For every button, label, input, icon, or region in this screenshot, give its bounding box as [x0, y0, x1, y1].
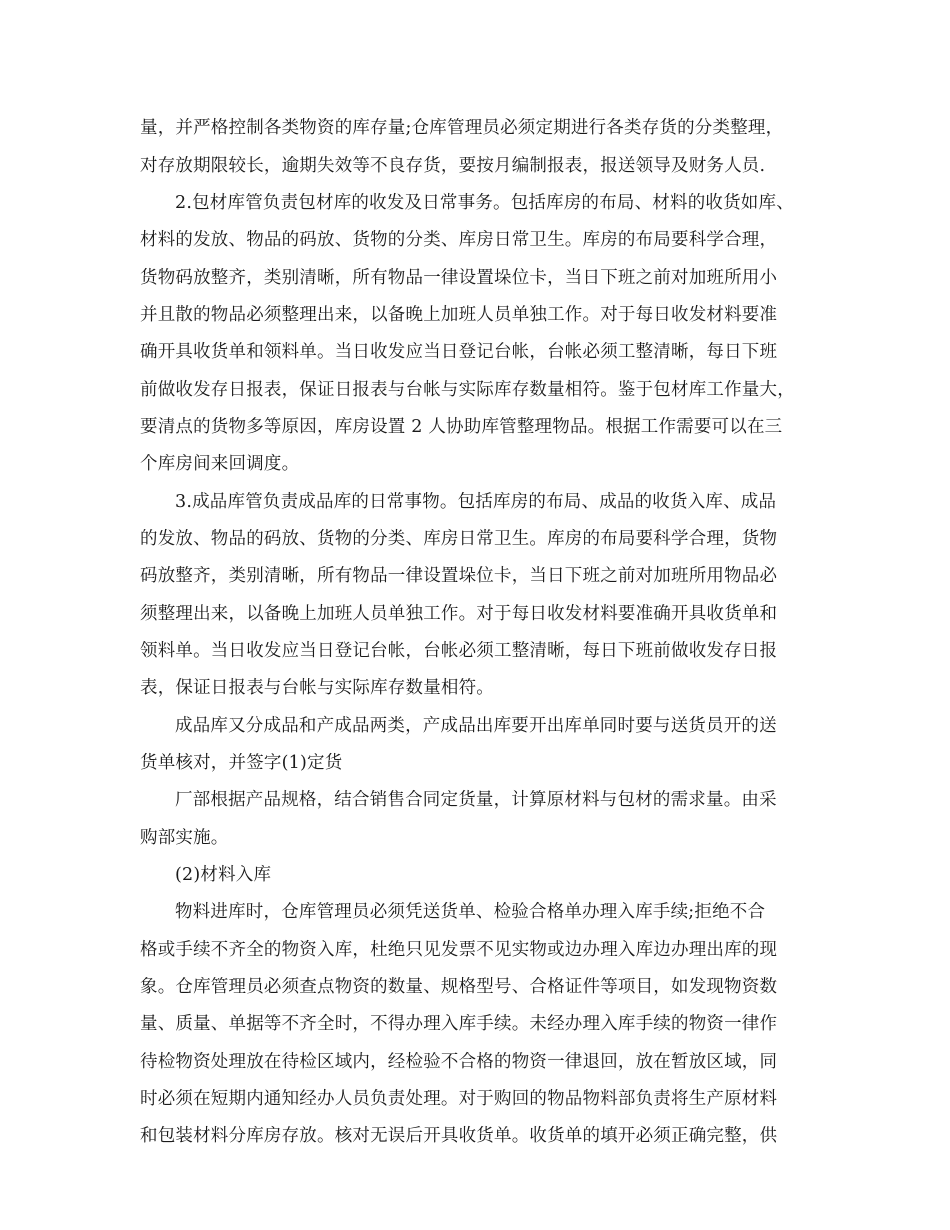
text-line: 并且散的物品必须整理出来，以备晚上加班人员单独工作。对于每日收发材料要准	[140, 305, 778, 325]
text-line: 量，并严格控制各类物资的库存量;仓库管理员必须定期进行各类存货的分类整理，	[140, 118, 784, 138]
text-line: 厂部根据产品规格，结合销售合同定货量，计算原材料与包材的需求量。由采	[175, 790, 777, 810]
text-line: 前做收发存日报表，保证日报表与台帐与实际库存数量相符。鉴于包材库工作量大，	[140, 380, 795, 400]
text-line: 货单核对，并签字(1)定货	[140, 753, 343, 773]
text-line: 码放整齐，类别清晰，所有物品一律设置垛位卡，当日下班之前对加班所用物品必	[140, 566, 778, 586]
text-line: 成品库又分成品和产成品两类，产成品出库要开出库单同时要与送货员开的送	[175, 716, 777, 736]
text-line: 的发放、物品的码放、货物的分类、库房日常卫生。库房的布局要科学合理，货物	[140, 529, 778, 549]
text-line: 表，保证日报表与台帐与实际库存数量相符。	[140, 678, 494, 698]
text-line: 2.包材库管负责包材库的收发及日常事务。包括库房的布局、材料的收货如库、	[175, 193, 794, 213]
text-line: 材料的发放、物品的码放、货物的分类、库房日常卫生。库房的布局要科学合理，	[140, 230, 778, 250]
text-line: 对存放期限较长，逾期失效等不良存货，要按月编制报表，报送领导及财务人员.	[140, 156, 766, 176]
text-line: 购部实施。	[140, 828, 229, 848]
text-line: (2)材料入库	[175, 865, 272, 885]
text-line: 确开具收货单和领料单。当日收发应当日登记台帐，台帐必须工整清晰，每日下班	[140, 342, 778, 362]
text-line: 须整理出来，以备晚上加班人员单独工作。对于每日收发材料要准确开具收货单和	[140, 604, 778, 624]
text-line: 要清点的货物多等原因，库房设置 2 人协助库管整理物品。根据工作需要可以在三	[140, 417, 783, 437]
text-line: 格或手续不齐全的物资入库，杜绝只见发票不见实物或边办理入库边办理出库的现	[140, 940, 778, 960]
text-line: 个库房间来回调度。	[140, 454, 300, 474]
text-line: 货物码放整齐，类别清晰，所有物品一律设置垛位卡，当日下班之前对加班所用小	[140, 268, 778, 288]
text-line: 时必须在短期内通知经办人员负责处理。对于购回的物品物料部负责将生产原材料	[140, 1089, 778, 1109]
text-line: 和包装材料分库房存放。核对无误后开具收货单。收货单的填开必须正确完整，供	[140, 1126, 778, 1146]
text-line: 物料进库时，仓库管理员必须凭送货单、检验合格单办理入库手续;拒绝不合	[175, 902, 766, 922]
text-line: 量、质量、单据等不齐全时，不得办理入库手续。未经办理入库手续的物资一律作	[140, 1014, 778, 1034]
text-line: 3.成品库管负责成品库的日常事物。包括库房的布局、成品的收货入库、成品	[175, 492, 777, 512]
text-line: 领料单。当日收发应当日登记台帐，台帐必须工整清晰，每日下班前做收发存日报	[140, 641, 778, 661]
text-line: 待检物资处理放在待检区域内，经检验不合格的物资一律退回，放在暂放区域，同	[140, 1052, 778, 1072]
text-line: 象。仓库管理员必须查点物资的数量、规格型号、合格证件等项目，如发现物资数	[140, 977, 778, 997]
